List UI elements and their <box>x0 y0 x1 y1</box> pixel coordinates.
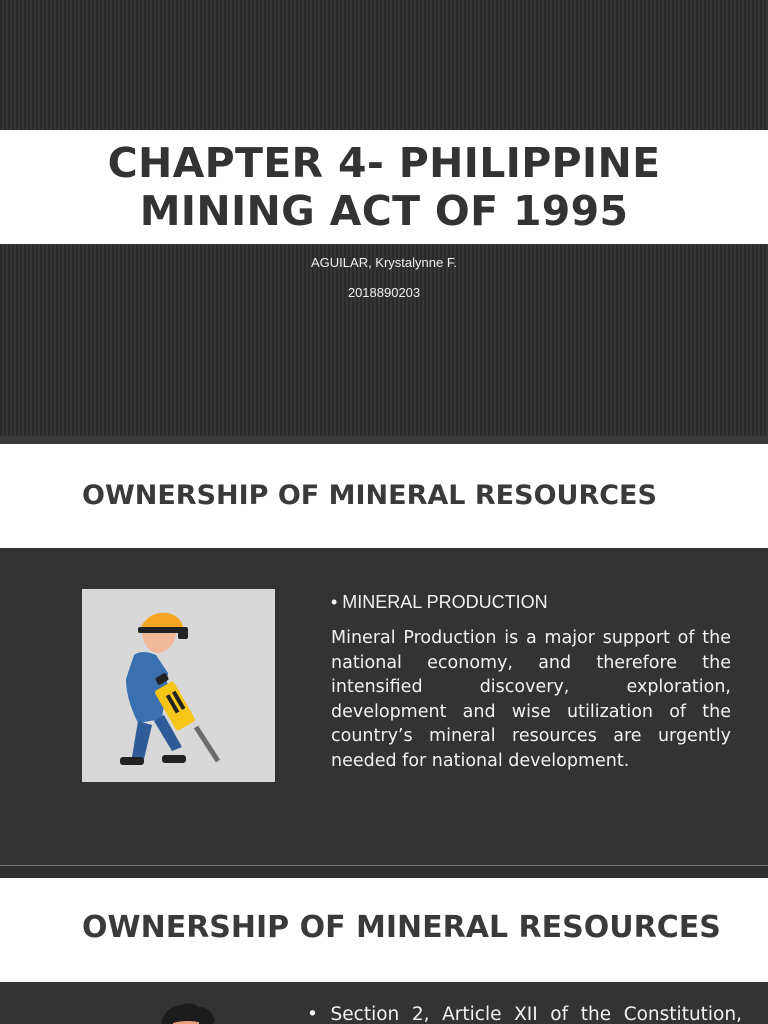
student-id: 2018890203 <box>347 285 421 300</box>
slide-header <box>0 444 768 548</box>
body-paragraph: • Section 2, Article XII of the Constitution, <box>307 1004 742 1024</box>
title-band <box>0 130 768 244</box>
miner-with-jackhammer-icon <box>82 589 275 782</box>
slide-gap <box>0 436 768 444</box>
body-paragraph: Mineral Production is a major support of the national economy, and therefore the intensified discovery, exploration, development and wise utilization of the country’s mineral resources are urgently needed for national development. <box>331 628 731 771</box>
author-name: AGUILAR, Krystalynne F. <box>311 255 457 270</box>
slide-header <box>0 878 768 982</box>
worker-avatar-icon <box>155 997 221 1024</box>
slide-heading: OWNERSHIP OF MINERAL RESOURCES <box>82 910 721 945</box>
bullet-heading: • MINERAL PRODUCTION <box>331 592 548 612</box>
slide-title: CHAPTER 4- PHILIPPINE MINING ACT OF 1995 <box>107 139 661 235</box>
slide-body <box>0 548 768 865</box>
title-slide <box>0 0 768 436</box>
slide-body <box>0 982 768 1024</box>
slide-heading: OWNERSHIP OF MINERAL RESOURCES <box>82 480 657 511</box>
slide-gap <box>0 866 768 878</box>
